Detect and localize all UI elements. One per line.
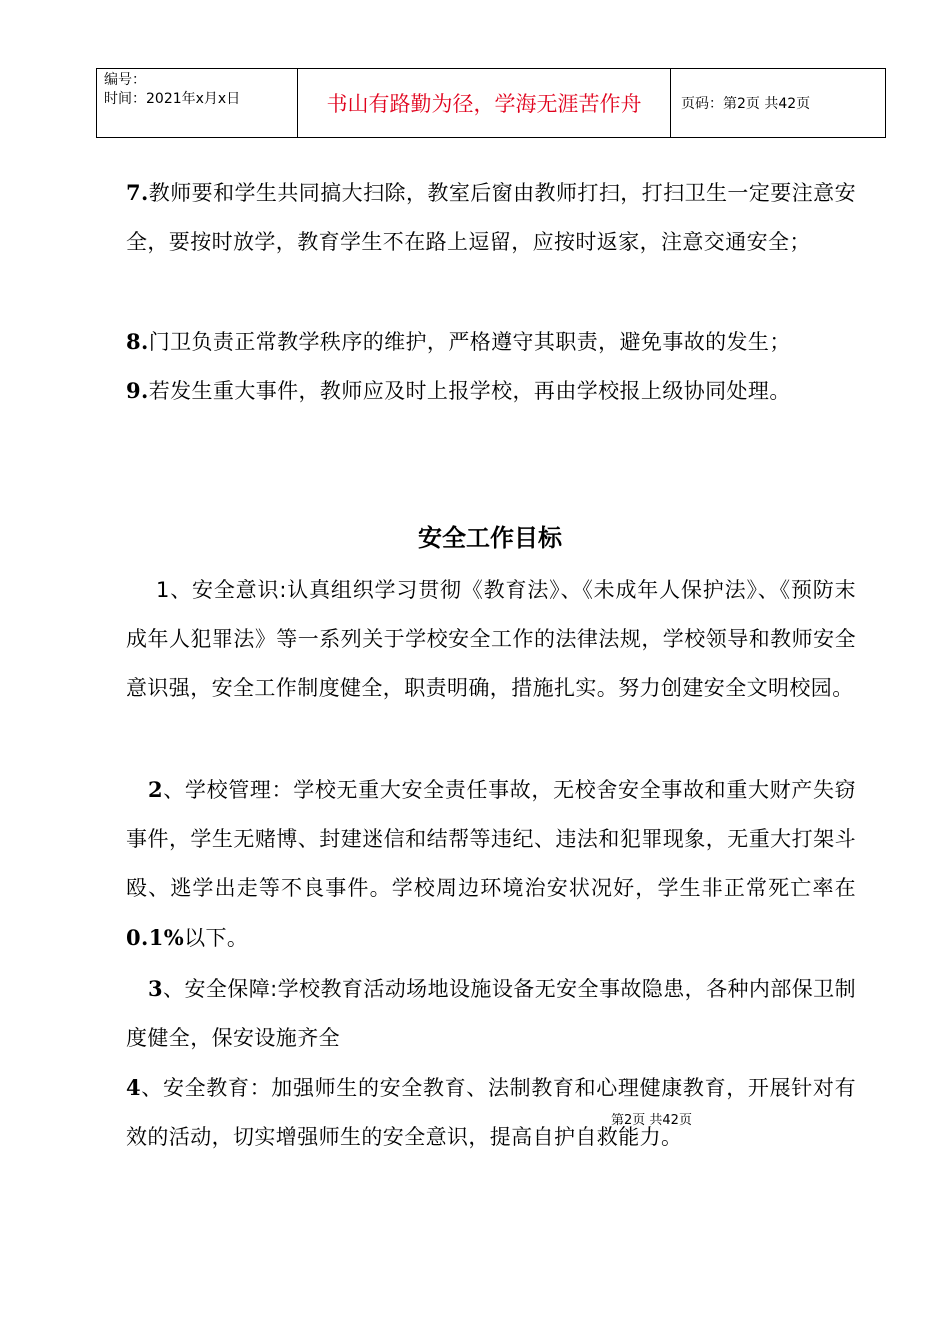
goal-number: 4: [126, 1075, 142, 1100]
header-border-left: [96, 69, 97, 137]
header-meta: [104, 71, 240, 109]
goal-number: 3: [148, 976, 164, 1001]
goal-text-tail: 以下。: [184, 926, 249, 950]
header-motto: 书山有路勤为径，学海无涯苦作舟: [326, 92, 642, 116]
header-page-info: 页码：第2页 共42页: [681, 96, 811, 112]
goal-text: 、安全教育：加强师生的安全教育、法制教育和心理健康教育，开展针对有效的活动，切实增强师生的安全意识，提高自护自救能力。: [126, 1076, 856, 1149]
page-header: [96, 68, 886, 138]
item-text: 若发生重大事件，教师应及时上报学校，再由学校报上级协同处理。: [148, 379, 791, 403]
header-border-right: [885, 69, 886, 137]
item-text: 门卫负责正常教学秩序的维护，严格遵守其职责，避免事故的发生；: [148, 330, 791, 354]
item-8: [126, 317, 856, 367]
item-7: [126, 168, 856, 267]
item-9: [126, 366, 856, 416]
item-number: 7.: [126, 180, 149, 205]
goal-text: 、学校管理：学校无重大安全责任事故，无校舍安全事故和重大财产失窃事件，学生无赌博、封建迷信和结帮等违纪、违法和犯罪现象，无重大打架斗殴、逃学出走等不良事件。学校周边环境治安状况好，学生非正常死亡率在: [126, 778, 856, 900]
death-rate: 0.1%: [126, 925, 185, 950]
goal-number: 1: [156, 578, 170, 602]
goal-2: [126, 765, 856, 963]
item-number: 8.: [126, 329, 149, 354]
goal-1: [126, 566, 856, 713]
item-text: 教师要和学生共同搞大扫除，教室后窗由教师打扫，打扫卫生一定要注意安全，要按时放学，教育学生不在路上逗留，应按时返家，注意交通安全；: [126, 181, 856, 254]
goal-number: 2: [148, 777, 164, 802]
header-divider-2: [670, 69, 671, 137]
goal-4: [126, 1063, 856, 1162]
page-footer: 第2页 共42页: [611, 1113, 692, 1128]
time-label: 时间：2021年x月x日: [104, 91, 241, 107]
number-label: 编号：: [104, 72, 146, 88]
goal-text: 、安全保障:学校教育活动场地设施设备无安全事故隐患，各种内部保卫制度健全，保安设施齐全: [126, 977, 856, 1050]
item-number: 9.: [126, 378, 149, 403]
section-title: 安全工作目标: [418, 524, 562, 552]
goal-3: [126, 964, 856, 1063]
goal-text: 、安全意识:认真组织学习贯彻《教育法》、《未成年人保护法》、《预防末成年人犯罪法》等一系列关于学校安全工作的法律法规，学校领导和教师安全意识强，安全工作制度健全，职责明确，措施扎实。努力创建安全文明校园。: [126, 578, 856, 700]
